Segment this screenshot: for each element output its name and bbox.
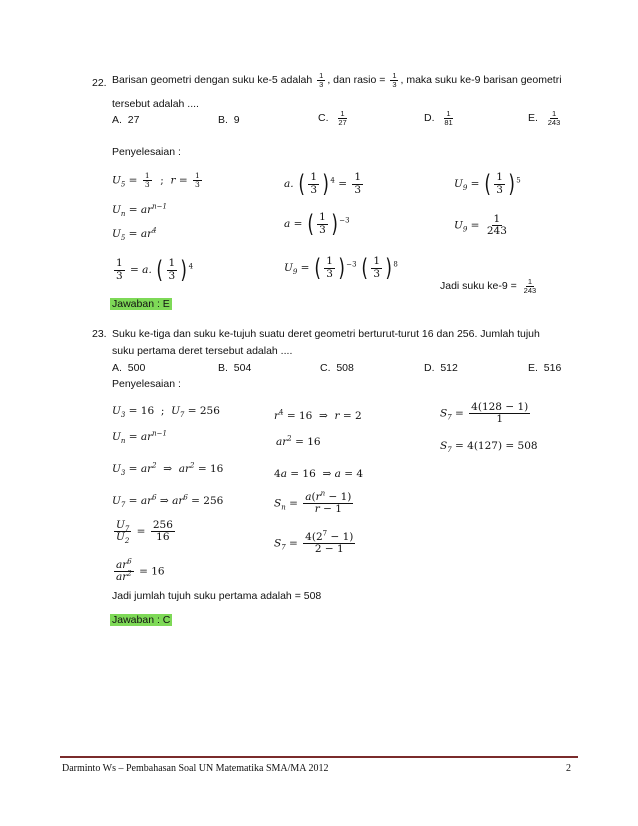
question-23-number: 23. [92,328,107,340]
q22-eq-a-value: a = ( $\frac{1}{3}$ ) $^{-3}$ [284,210,350,238]
q22-fraction-rasio: $\frac{1}{3}$ [392,71,397,89]
q22-eq-u5-ar4: $U_5 = ar^4$ [112,226,157,243]
q22-eq-u9-product: $U_9$ = ( $\frac{1}{3}$ ) $^{-3}$ ( $\frac{1}{3}$ ) $^8$ [284,254,398,282]
footer-title: Darminto Ws – Pembahasan Soal UN Matematika SMA/MA 2012 [62,763,329,774]
page-number: 2 [566,763,571,774]
question-22-line2: tersebut adalah .... [112,98,199,110]
q23-option-e: E. 516 [528,362,562,374]
question-23-line2: suku pertama deret tersebut adalah .... [112,345,293,357]
q22-option-c: C. $\frac{1}{27}$ [318,109,347,127]
q22-text-b: , dan rasio = [327,74,389,87]
q23-eq-ratio: $\frac{U_7}{U_2}$ = $\frac{256}{16}$ [116,519,173,546]
q22-eq-u9-power: $U_9$ = ( $\frac{1}{3}$ ) $^5$ [454,170,521,198]
q22-eq-substitution: $\frac{1}{3}$ = a. ( $\frac{1}{3}$ ) $^4$ [116,256,194,284]
q22-text-a: Barisan geometri dengan suku ke-5 adalah [112,74,316,87]
q23-eq-s7-substitute: $S_7$ = $\frac{4(2^7 - 1)}{2 - 1}$ [274,529,354,556]
q22-fraction-suku5: $\frac{1}{3}$ [319,71,324,89]
q23-eq-r4: $r^4 = 16$ ⇒ r = 2 [274,408,362,422]
q22-eq-a-times: a. ( $\frac{1}{3}$ ) $^4$ = $\frac{1}{3}$ [284,170,362,198]
q23-eq-u3: $U_3 = ar^2$ ⇒ $ar^2 = 16$ [112,461,224,478]
q23-option-b: B. 504 [218,362,252,374]
q23-option-d: D. 512 [424,362,458,374]
q23-option-c: C. 508 [320,362,354,374]
q22-answer: Jawaban : E [112,298,170,310]
q23-eq-un-formula: $U_n = ar^{n-1}$ [112,429,167,446]
q23-eq-s7-step: $S_7$ = $\frac{4(128 - 1)}{1}$ [440,401,529,426]
question-22-number: 22. [92,77,107,89]
q23-eq-u7: $U_7 = ar^6$ ⇒ $ar^6 = 256$ [112,493,224,510]
q22-solution-label: Penyelesaian : [112,146,181,158]
q23-eq-ratio-ar: $\frac{ar^6}{ar^2}$ = 16 [116,557,165,584]
footer-rule [60,756,578,758]
question-22-text [112,72,562,89]
q23-answer: Jawaban : C [112,614,171,626]
q23-solution-label: Penyelesaian : [112,378,181,390]
q23-eq-given: $U_3 = 16$ ; $U_7 = 256$ [112,405,220,420]
q22-conclusion: Jadi suku ke-9 = $\frac{1}{243}$ [440,277,537,295]
q22-eq-u5-r: $U_5$ = $\frac{1}{3}$ ; r = $\frac{1}{3}$ [112,171,200,189]
q23-eq-ar2: $ar^2 = 16$ [276,434,321,448]
q23-option-a: A. 500 [112,362,146,374]
q22-eq-un-formula: $U_n = ar^{n-1}$ [112,202,167,219]
q23-eq-sn-formula: $S_n$ = $\frac{a(r^n - 1)}{r - 1}$ [274,489,352,516]
q22-option-b: B. 9 [218,114,240,126]
q23-conclusion: Jadi jumlah tujuh suku pertama adalah = 508 [112,590,322,602]
q22-option-e: E. $\frac{1}{243}$ [528,109,561,127]
q22-eq-u9-result: $U_9$ = $\frac{1}{243}$ [454,213,507,238]
question-23-line1: Suku ke-tiga dan suku ke-tujuh suatu deret geometri berturut-turut 16 dan 256. Jumlah tujuh [112,328,540,340]
q23-eq-s7-result: $S_7 = 4(127) = 508$ [440,440,538,455]
q22-option-a: A. 27 [112,114,140,126]
q22-option-d: D. $\frac{1}{81}$ [424,109,453,127]
q22-text-c: , maka suku ke-9 barisan geometri [400,74,562,87]
q23-eq-4a: 4a = 16 ⇒ a = 4 [274,468,364,480]
